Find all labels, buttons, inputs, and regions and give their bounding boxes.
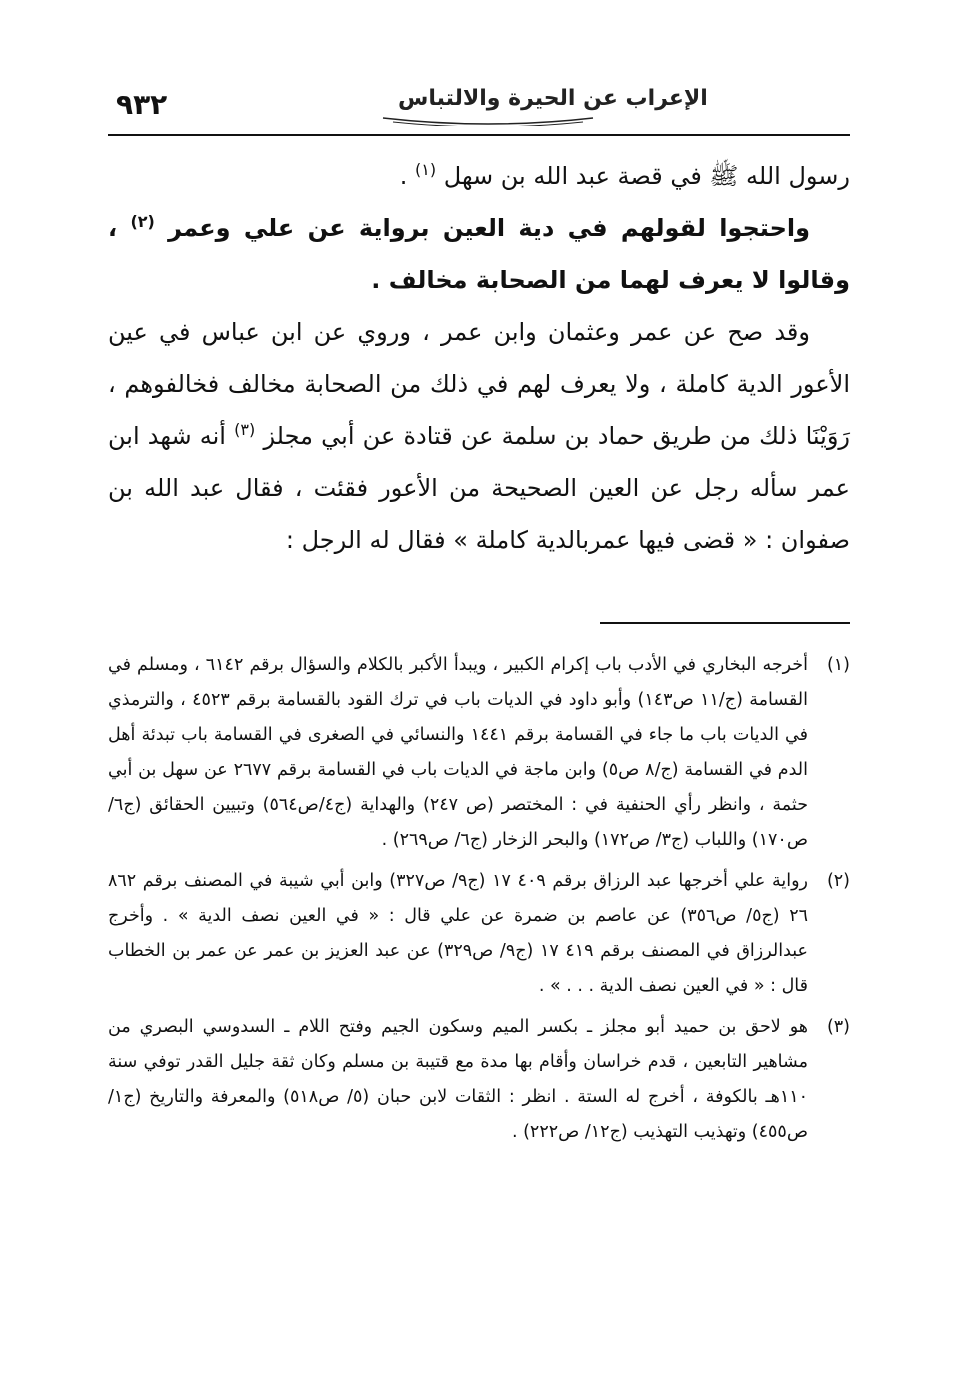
footnote-3: [108, 1010, 850, 1150]
footnote-ref-2: (٢): [130, 212, 155, 231]
main-text: [108, 150, 850, 566]
paragraph-3-text-cont: أنه شهد ابن عمر سأله رجل عن العين الصحيحة من الأعور فقئت ، فقال عبد الله بن صفوان : « قضى فيها عمربالدية كاملة » فقال له الرجل :: [108, 422, 850, 554]
footnote-number: (١): [826, 655, 850, 675]
paragraph-3-text: وقد صح عن عمر وعثمان وابن عمر ، وروي عن ابن عباس في عين الأعور الدية كاملة ، ولا يعرف لهم في ذلك من الصحابة مخالف فخالفوهم ، رَوَيْنَا ذلك من طريق حماد بن سلمة عن قتادة عن أبي مجلز: [108, 318, 850, 450]
footnotes: [108, 648, 850, 1156]
footnote-ref-3: (٣): [234, 420, 256, 439]
paragraph-1: [108, 150, 850, 202]
book-title: الإعراب عن الحيرة والالتباس: [398, 86, 708, 111]
paragraph-1-end: .: [399, 162, 408, 190]
page-number: ٩٣٢: [116, 88, 168, 121]
footnote-number: (٣): [826, 1017, 850, 1037]
page-header: [108, 78, 850, 134]
footnote-number: (٢): [826, 871, 850, 891]
footnote-2: [108, 864, 850, 1004]
paragraph-2-text-cont: ، وقالوا لا يعرف لهما من الصحابة مخالف .: [108, 214, 850, 294]
footnote-text: رواية علي أخرجها عبد الرزاق برقم ٤٠٩ ١٧ (ج٩/ ص٣٢٧) وابن أبي شيبة في المصنف برقم ٨٦٢ ٢٦ (ج٥/ ص٣٥٦) عن عاصم بن ضمرة عن علي قال : « في العين نصف الدية » . وأخرج عبدالرزاق في المصنف برقم ٤١٩ ١٧ (ج٩/ ص٣٢٩) عن عبد العزيز بن عمر عن عمر بن الخطاب قال : « في العين نصف الدية . . . » .: [108, 871, 809, 996]
paragraph-2: [108, 202, 850, 306]
paragraph-3: [108, 306, 850, 566]
footnote-ref-1: (١): [415, 160, 437, 179]
footnote-1: [108, 648, 850, 858]
paragraph-1-text: رسول الله ﷺ في قصة عبد الله بن سهل: [443, 162, 850, 190]
paragraph-2-text: واحتجوا لقولهم في دية العين برواية عن علي وعمر: [168, 214, 811, 242]
header-divider: [108, 134, 850, 136]
footnote-text: أخرجه البخاري في الأدب باب إكرام الكبير ، ويبدأ الأكبر بالكلام والسؤال برقم ٦١٤٢ ، ومسلم في القسامة (ج/١١ ص١٤٣) وأبو داود في الديات باب في ترك القود بالقسامة برقم ٤٥٢٣ ، والترمذي في الديات باب ما جاء في القسامة برقم ١٤٤١ والنسائي في الصغرى في القسامة باب تبدئة أهل الدم في القسامة (ج/٨ ص٥) وابن ماجة في الديات باب في القسامة برقم ٢٦٧٧ عن سهل بن أبي حثمة ، وانظر رأي الحنفية في : المختصر (ص ٢٤٧) والهداية (ج٤/ص٥٦٤) وتبيين الحقائق (ج٦/ ص١٧٠) واللباب (ج٣/ ص١٧٢) والبحر الزخار (ج٦/ ص٢٦٩) .: [108, 655, 809, 850]
footnote-divider: [600, 622, 850, 624]
footnote-text: هو لاحق بن حميد أبو مجلز ـ بكسر الميم وسكون الجيم وفتح اللام ـ السدوسي البصري من مشاهير التابعين ، قدم خراسان وأقام بها مدة مع قتيبة بن مسلم وكان ثقة جليل القدر توفي سنة ١١٠هـ بالكوفة ، أخرج له الستة . انظر : الثقات لابن حبان (٥/ ص٥١٨) والمعرفة والتاريخ (ج١/ ص٤٥٥) وتهذيب التهذيب (ج١٢/ ص٢٢٢) .: [108, 1017, 809, 1142]
